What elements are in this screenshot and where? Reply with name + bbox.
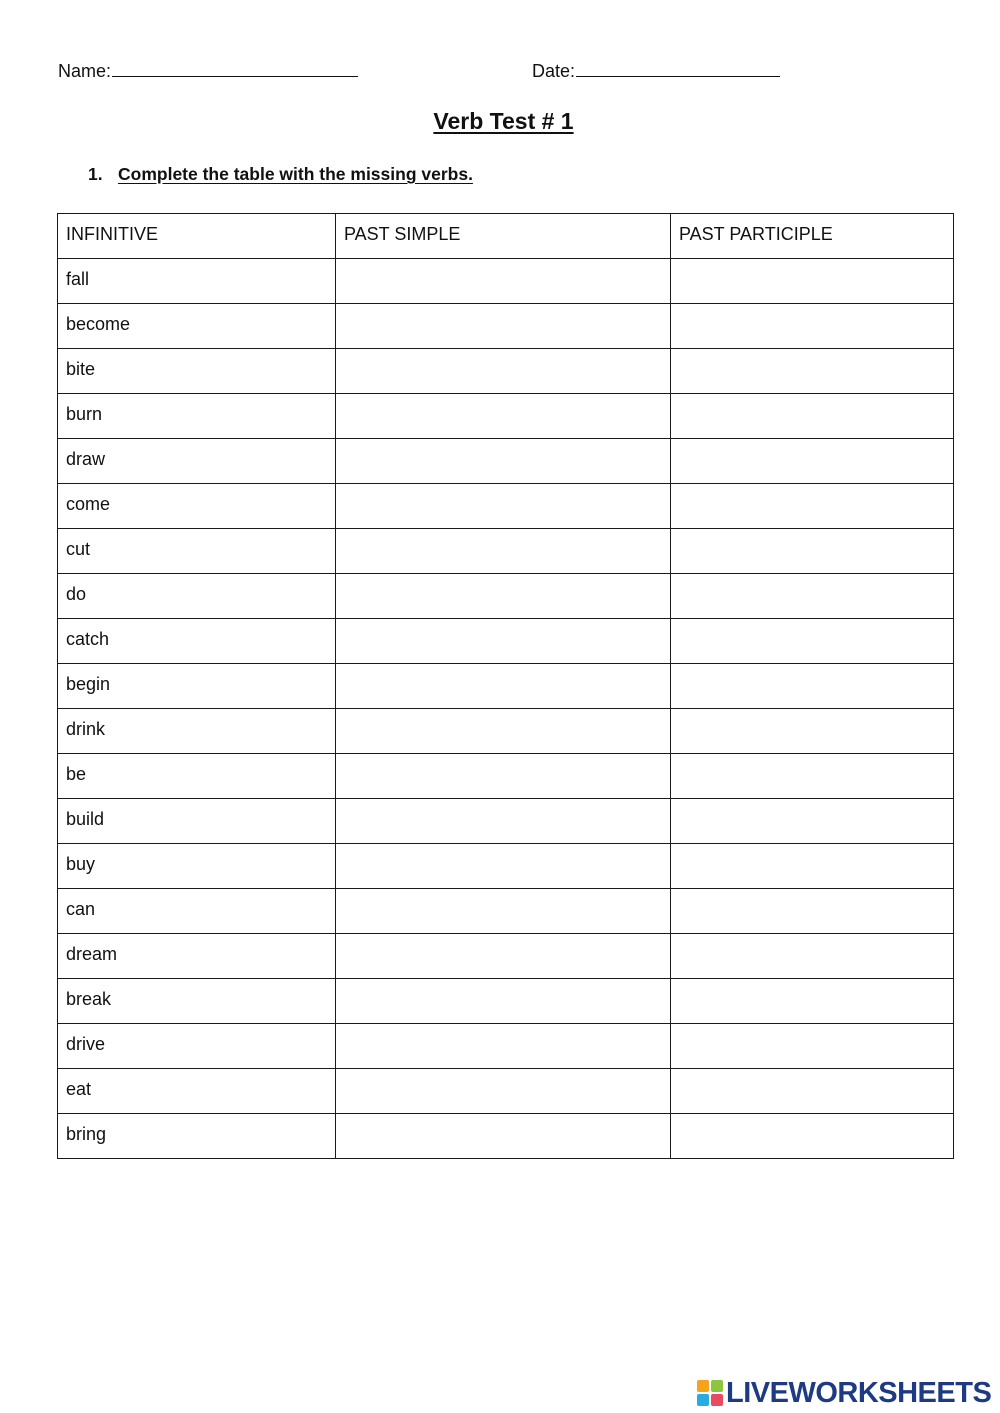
- infinitive-text: catch: [66, 629, 110, 649]
- infinitive-text: buy: [66, 854, 96, 874]
- infinitive-text: be: [66, 764, 87, 784]
- infinitive-cell: [58, 619, 336, 664]
- name-label: Name:: [58, 61, 112, 81]
- past-simple-answer-cell[interactable]: [336, 844, 671, 889]
- infinitive-text: eat: [66, 1079, 92, 1099]
- past-simple-answer-cell[interactable]: [336, 1024, 671, 1069]
- infinitive-cell: [58, 664, 336, 709]
- past-simple-answer-cell[interactable]: [336, 439, 671, 484]
- infinitive-cell: [58, 934, 336, 979]
- column-header-past-participle: PAST PARTICIPLE: [671, 214, 954, 259]
- past-simple-answer-cell[interactable]: [336, 799, 671, 844]
- infinitive-text: come: [66, 494, 111, 514]
- past-simple-answer-cell[interactable]: [336, 1069, 671, 1114]
- past-simple-answer-cell[interactable]: [336, 754, 671, 799]
- past-simple-answer-cell[interactable]: [336, 889, 671, 934]
- infinitive-text: begin: [66, 674, 111, 694]
- date-field[interactable]: [532, 60, 780, 82]
- past-participle-answer-cell[interactable]: [671, 979, 954, 1024]
- past-participle-answer-cell[interactable]: [671, 394, 954, 439]
- infinitive-cell: [58, 979, 336, 1024]
- infinitive-text: can: [66, 899, 96, 919]
- page-title: Verb Test # 1: [433, 108, 574, 134]
- table-row: [58, 529, 954, 574]
- infinitive-text: drive: [66, 1034, 106, 1054]
- past-simple-answer-cell[interactable]: [336, 1114, 671, 1159]
- instruction-text: Complete the table with the missing verbs.: [118, 164, 473, 184]
- table-row: [58, 664, 954, 709]
- past-participle-answer-cell[interactable]: [671, 934, 954, 979]
- past-participle-answer-cell[interactable]: [671, 1114, 954, 1159]
- past-participle-answer-cell[interactable]: [671, 259, 954, 304]
- infinitive-cell: [58, 484, 336, 529]
- table-row: [58, 754, 954, 799]
- past-simple-answer-cell[interactable]: [336, 709, 671, 754]
- table-row: [58, 1024, 954, 1069]
- past-simple-answer-cell[interactable]: [336, 484, 671, 529]
- infinitive-text: draw: [66, 449, 106, 469]
- logo-mark-icon: [697, 1380, 723, 1406]
- infinitive-text: cut: [66, 539, 91, 559]
- name-blank-line[interactable]: [112, 60, 358, 77]
- past-simple-answer-cell[interactable]: [336, 574, 671, 619]
- infinitive-text: bite: [66, 359, 96, 379]
- past-simple-answer-cell[interactable]: [336, 979, 671, 1024]
- past-participle-answer-cell[interactable]: [671, 619, 954, 664]
- past-participle-answer-cell[interactable]: [671, 754, 954, 799]
- infinitive-cell: [58, 574, 336, 619]
- date-blank-line[interactable]: [576, 60, 780, 77]
- past-simple-answer-cell[interactable]: [336, 304, 671, 349]
- column-header-infinitive: INFINITIVE: [58, 214, 336, 259]
- infinitive-cell: [58, 394, 336, 439]
- past-participle-answer-cell[interactable]: [671, 844, 954, 889]
- table-row: [58, 844, 954, 889]
- past-participle-answer-cell[interactable]: [671, 1024, 954, 1069]
- infinitive-cell: [58, 529, 336, 574]
- past-simple-answer-cell[interactable]: [336, 619, 671, 664]
- infinitive-cell: [58, 349, 336, 394]
- infinitive-cell: [58, 439, 336, 484]
- infinitive-text: become: [66, 314, 131, 334]
- past-simple-answer-cell[interactable]: [336, 349, 671, 394]
- table-row: [58, 349, 954, 394]
- table-row: [58, 439, 954, 484]
- verb-table: [57, 213, 954, 1159]
- past-participle-answer-cell[interactable]: [671, 484, 954, 529]
- infinitive-cell: [58, 844, 336, 889]
- table-row: [58, 1114, 954, 1159]
- table-row: [58, 304, 954, 349]
- infinitive-text: break: [66, 989, 112, 1009]
- past-participle-answer-cell[interactable]: [671, 664, 954, 709]
- table-row: [58, 259, 954, 304]
- past-simple-answer-cell[interactable]: [336, 664, 671, 709]
- table-row: [58, 619, 954, 664]
- date-label: Date:: [532, 61, 576, 81]
- table-row: [58, 889, 954, 934]
- infinitive-cell: [58, 1069, 336, 1114]
- past-participle-answer-cell[interactable]: [671, 574, 954, 619]
- infinitive-cell: [58, 889, 336, 934]
- infinitive-cell: [58, 1024, 336, 1069]
- column-header-past-simple: PAST SIMPLE: [336, 214, 671, 259]
- past-participle-answer-cell[interactable]: [671, 709, 954, 754]
- past-participle-answer-cell[interactable]: [671, 1069, 954, 1114]
- past-simple-answer-cell[interactable]: [336, 259, 671, 304]
- table-row: [58, 394, 954, 439]
- table-row: [58, 574, 954, 619]
- past-simple-answer-cell[interactable]: [336, 934, 671, 979]
- table-row: [58, 709, 954, 754]
- infinitive-text: burn: [66, 404, 103, 424]
- name-field[interactable]: [58, 60, 358, 82]
- table-row: [58, 484, 954, 529]
- table-header-row: [58, 214, 954, 259]
- table-row: [58, 799, 954, 844]
- infinitive-text: build: [66, 809, 105, 829]
- infinitive-text: drink: [66, 719, 106, 739]
- past-participle-answer-cell[interactable]: [671, 799, 954, 844]
- logo-text: LIVEWORKSHEETS: [726, 1376, 992, 1409]
- infinitive-text: bring: [66, 1124, 107, 1144]
- infinitive-cell: [58, 754, 336, 799]
- table-row: [58, 1069, 954, 1114]
- liveworksheets-logo: [697, 1378, 991, 1408]
- instruction-number: 1.: [88, 164, 103, 184]
- table-row: [58, 934, 954, 979]
- past-participle-answer-cell[interactable]: [671, 349, 954, 394]
- infinitive-cell: [58, 304, 336, 349]
- instruction: [88, 164, 473, 185]
- infinitive-cell: [58, 259, 336, 304]
- infinitive-text: do: [66, 584, 87, 604]
- past-participle-answer-cell[interactable]: [671, 304, 954, 349]
- past-simple-answer-cell[interactable]: [336, 394, 671, 439]
- past-participle-answer-cell[interactable]: [671, 529, 954, 574]
- past-participle-answer-cell[interactable]: [671, 889, 954, 934]
- infinitive-cell: [58, 799, 336, 844]
- past-simple-answer-cell[interactable]: [336, 529, 671, 574]
- table-row: [58, 979, 954, 1024]
- infinitive-cell: [58, 709, 336, 754]
- infinitive-text: dream: [66, 944, 118, 964]
- past-participle-answer-cell[interactable]: [671, 439, 954, 484]
- infinitive-text: fall: [66, 269, 90, 289]
- infinitive-cell: [58, 1114, 336, 1159]
